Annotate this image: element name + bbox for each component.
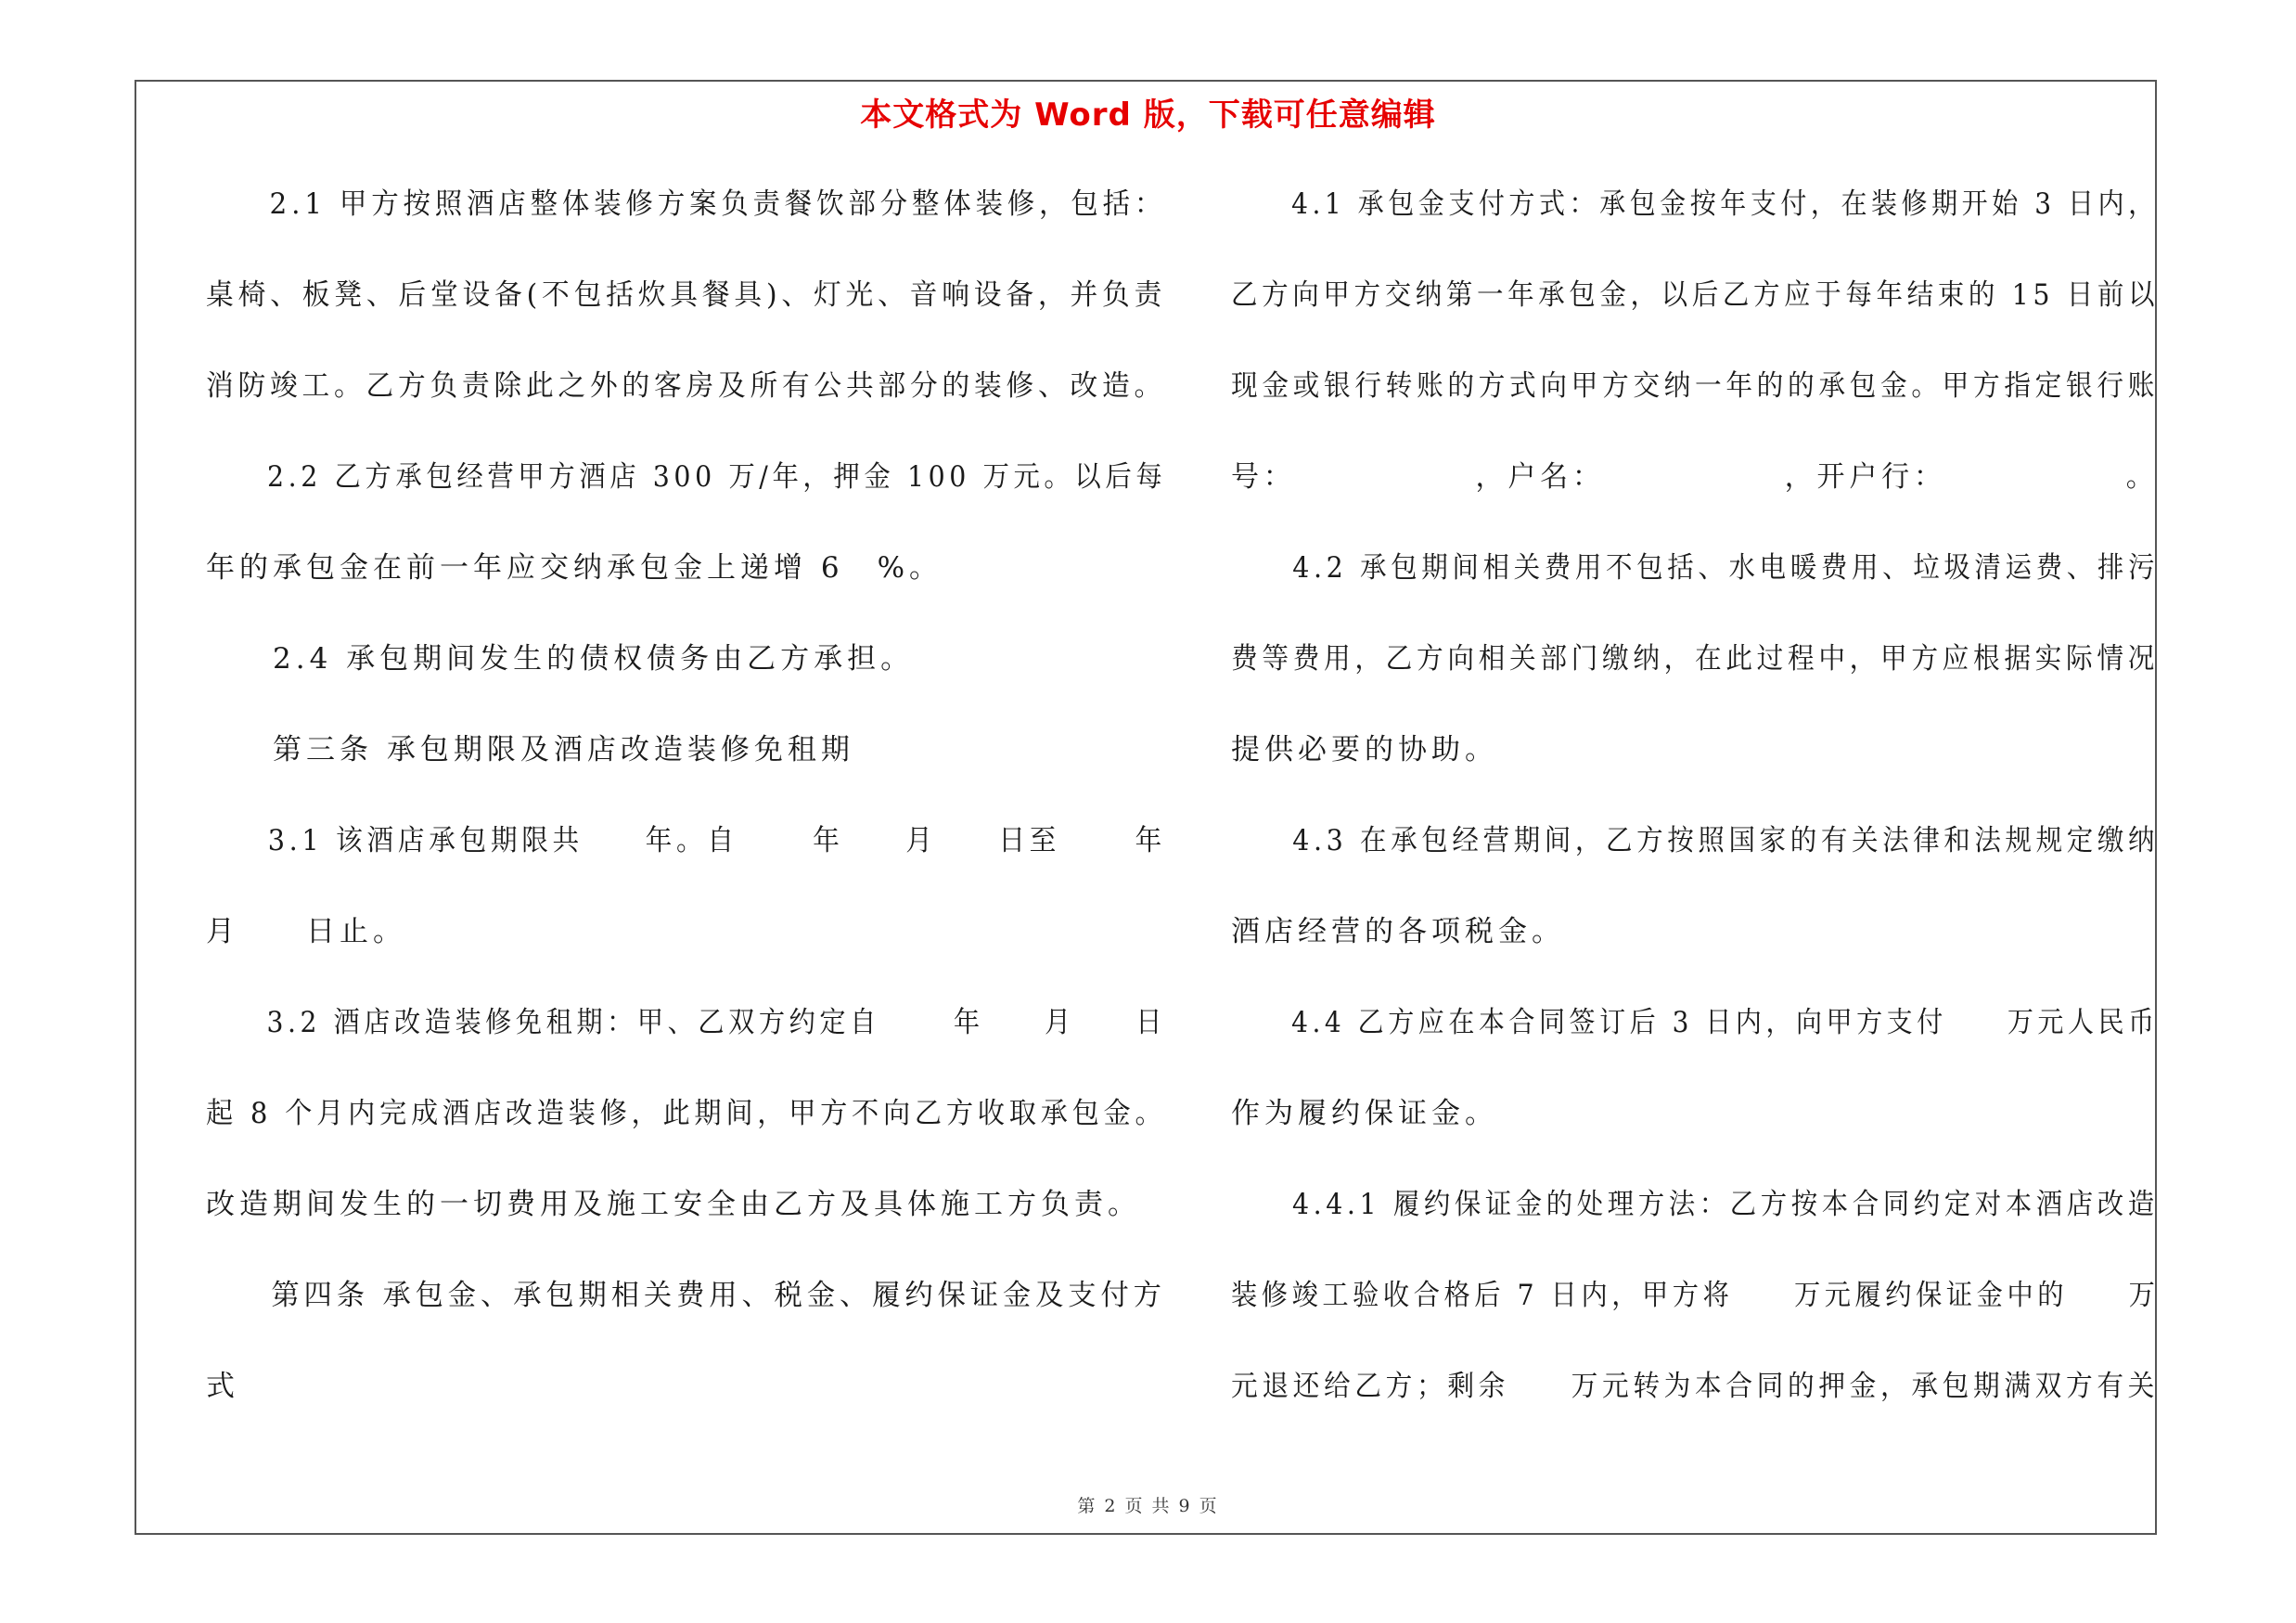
- editable-word-banner: 本文格式为 Word 版，下载可任意编辑: [860, 97, 1436, 134]
- left-line-4: 2.2 乙方承包经营甲方酒店 300 万/年，押金 100 万元。以后每: [206, 460, 1167, 494]
- left-line-11: 起 8 个月内完成酒店改造装修，此期间，甲方不向乙方收取承包金。: [206, 1097, 1167, 1130]
- right-line-1: 4.1 承包金支付方式：承包金按年支付，在装修期开始 3 日内，: [1231, 187, 2159, 221]
- right-line-5: 4.2 承包期间相关费用不包括、水电暖费用、垃圾清运费、排污: [1231, 551, 2160, 585]
- right-line-11: 作为履约保证金。: [1231, 1097, 1498, 1130]
- right-line-7: 提供必要的协助。: [1231, 733, 1498, 766]
- right-line-6: 费等费用，乙方向相关部门缴纳，在此过程中，甲方应根据实际情况: [1231, 642, 2159, 676]
- left-line-8: 3.1 该酒店承包期限共 年。自 年 月 日至 年: [206, 824, 1166, 857]
- right-line-3: 现金或银行转账的方式向甲方交纳一年的的承包金。甲方指定银行账: [1231, 369, 2159, 403]
- right-line-9: 酒店经营的各项税金。: [1231, 915, 1565, 948]
- left-line-10: 3.2 酒店改造装修免租期：甲、乙双方约定自 年 月 日: [206, 1006, 1167, 1039]
- right-line-4: 号： ，户名： ，开户行： 。: [1231, 460, 2159, 494]
- right-line-13: 装修竣工验收合格后 7 日内，甲方将 万元履约保证金中的 万: [1231, 1279, 2160, 1312]
- right-line-2: 乙方向甲方交纳第一年承包金，以后乙方应于每年结束的 15 日前以: [1231, 278, 2160, 312]
- right-line-12: 4.4.1 履约保证金的处理方法：乙方按本合同约定对本酒店改造: [1231, 1188, 2159, 1221]
- right-line-10: 4.4 乙方应在本合同签订后 3 日内，向甲方支付 万元人民币: [1231, 1006, 2159, 1039]
- page-number-footer: 第 2 页 共 9 页: [1077, 1496, 1219, 1516]
- left-line-2: 桌椅、板凳、后堂设备(不包括炊具餐具)、灯光、音响设备，并负责: [206, 278, 1167, 312]
- left-line-5: 年的承包金在前一年应交纳承包金上递增 6 %。: [206, 551, 943, 585]
- left-line-6: 2.4 承包期间发生的债权债务由乙方承担。: [206, 642, 915, 676]
- left-line-1: 2.1 甲方按照酒店整体装修方案负责餐饮部分整体装修，包括：: [206, 187, 1167, 221]
- left-line-3: 消防竣工。乙方负责除此之外的客房及所有公共部分的装修、改造。: [206, 369, 1166, 403]
- left-line-7: 第三条 承包期限及酒店改造装修免租期: [206, 733, 854, 766]
- right-line-14: 元退还给乙方；剩余 万元转为本合同的押金，承包期满双方有关: [1231, 1370, 2159, 1403]
- left-line-13: 第四条 承包金、承包期相关费用、税金、履约保证金及支付方: [206, 1279, 1166, 1312]
- left-line-14: 式: [206, 1370, 239, 1403]
- left-line-9: 月 日止。: [206, 915, 406, 948]
- left-line-12: 改造期间发生的一切费用及施工安全由乙方及具体施工方负责。: [206, 1188, 1141, 1221]
- right-line-8: 4.3 在承包经营期间，乙方按照国家的有关法律和法规规定缴纳: [1231, 824, 2160, 857]
